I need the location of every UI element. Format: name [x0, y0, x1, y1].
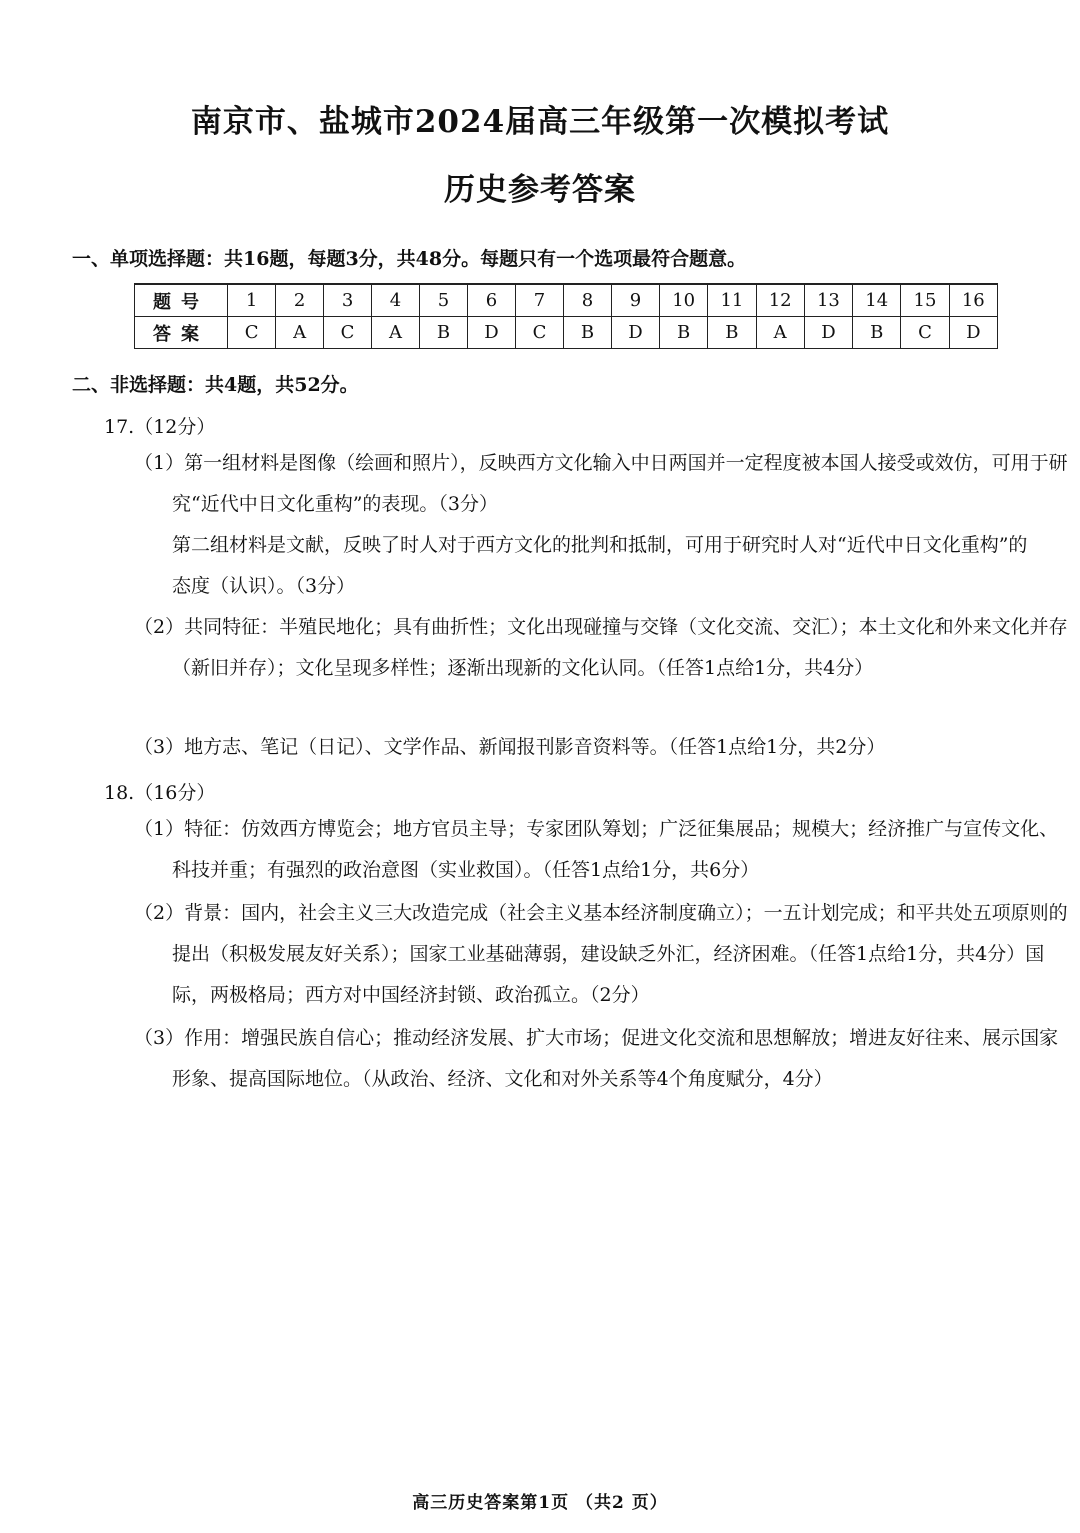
question-number: 8 [564, 284, 612, 317]
q17-part1 [134, 443, 1072, 525]
answer-cell: B [660, 317, 708, 349]
answer-table [134, 283, 998, 349]
answer-cell: B [708, 317, 756, 349]
question-number: 4 [372, 284, 420, 317]
question-number: 15 [901, 284, 949, 317]
q17-part3-text: 地方志、笔记（日记）、文学作品、新闻报刊影音资料等。（任答1点给1分，共2分） [184, 736, 886, 758]
question-number: 13 [804, 284, 852, 317]
q17-part2 [134, 607, 1072, 689]
q18-part1-label: （1） [134, 818, 185, 840]
question-number: 7 [516, 284, 564, 317]
section1-heading: 一、单项选择题：共16题，每题3分，共48分。每题只有一个选项最符合题意。 [72, 248, 747, 270]
section2-heading: 二、非选择题：共4题，共52分。 [72, 374, 359, 396]
answer-cell: D [468, 317, 516, 349]
q17-part2-label: （2） [134, 616, 185, 638]
page-subtitle: 历史参考答案 [444, 172, 636, 208]
answer-cell: D [612, 317, 660, 349]
question-number: 11 [708, 284, 756, 317]
answer-cell: A [276, 317, 324, 349]
question-number: 16 [949, 284, 997, 317]
question-number: 9 [612, 284, 660, 317]
q17-part3-label: （3） [134, 736, 185, 758]
row-label-question: 题号 [135, 284, 228, 317]
question-number: 6 [468, 284, 516, 317]
q18-part1 [134, 809, 1072, 891]
q17-part1b-text: 第二组材料是文献，反映了时人对于西方文化的批判和抵制，可用于研究时人对“近代中日文化重构”的态度（认识）。（3分） [172, 534, 1028, 597]
q17-part1-label: （1） [134, 452, 185, 474]
question-number: 5 [420, 284, 468, 317]
question-number: 12 [756, 284, 804, 317]
question-17-heading: 17.（12分） [104, 416, 216, 438]
q18-part3-text: 作用：增强民族自信心；推动经济发展、扩大市场；促进文化交流和思想解放；增进友好往来、展示国家形象、提高国际地位。（从政治、经济、文化和对外关系等4个角度赋分，4分） [172, 1027, 1059, 1090]
question-number: 3 [324, 284, 372, 317]
answer-cell: B [853, 317, 901, 349]
answer-cell: C [516, 317, 564, 349]
answer-cell: C [324, 317, 372, 349]
q17-part2-text: 共同特征：半殖民地化；具有曲折性；文化出现碰撞与交锋（文化交流、交汇）；本土文化和外来文化并存（新旧并存）；文化呈现多样性；逐渐出现新的文化认同。（任答1点给1分，共4分） [172, 616, 1068, 679]
q18-part2 [134, 893, 1072, 1016]
answer-cell: B [564, 317, 612, 349]
q17-part3 [134, 727, 1072, 768]
question-number: 10 [660, 284, 708, 317]
q17-part1-text: 第一组材料是图像（绘画和照片），反映西方文化输入中日两国并一定程度被本国人接受或效仿，可用于研究“近代中日文化重构”的表现。（3分） [172, 452, 1068, 515]
answer-cell: D [949, 317, 997, 349]
row-label-answer: 答案 [135, 317, 228, 349]
answer-row [135, 317, 998, 349]
answer-cell: A [756, 317, 804, 349]
q18-part2-text: 背景：国内，社会主义三大改造完成（社会主义基本经济制度确立）；一五计划完成；和平共处五项原则的提出（积极发展友好关系）；国家工业基础薄弱，建设缺乏外汇，经济困难。（任答1点给1分，共4分）国际，两极格局；西方对中国经济封锁、政治孤立。（2分） [172, 902, 1068, 1006]
q18-part2-label: （2） [134, 902, 185, 924]
answer-cell: B [420, 317, 468, 349]
q18-part3 [134, 1018, 1072, 1100]
answer-cell: C [901, 317, 949, 349]
answer-cell: C [228, 317, 276, 349]
q18-part1-text: 特征：仿效西方博览会；地方官员主导；专家团队筹划；广泛征集展品；规模大；经济推广与宣传文化、科技并重；有强烈的政治意图（实业救国）。（任答1点给1分，共6分） [172, 818, 1059, 881]
question-number: 14 [853, 284, 901, 317]
page-title: 南京市、盐城市2024届高三年级第一次模拟考试 [190, 104, 890, 140]
question-number: 2 [276, 284, 324, 317]
page-footer: 高三历史答案第1页 （共2 页） [412, 1493, 668, 1513]
question-18-heading: 18.（16分） [104, 782, 216, 804]
question-number: 1 [228, 284, 276, 317]
question-number-row [135, 284, 998, 317]
answer-cell: A [372, 317, 420, 349]
q18-part3-label: （3） [134, 1027, 185, 1049]
answer-cell: D [804, 317, 852, 349]
